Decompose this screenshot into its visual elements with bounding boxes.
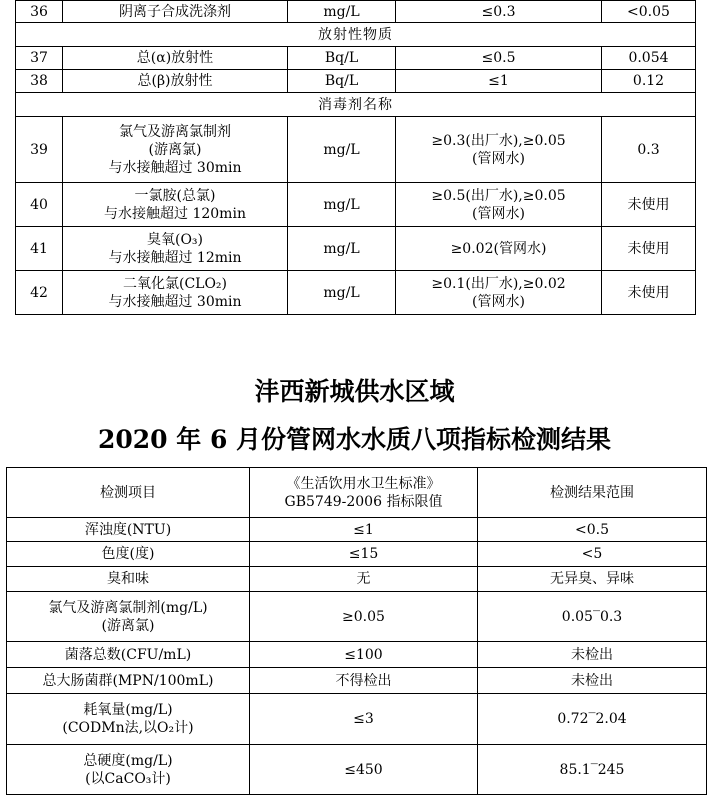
indicator-name [63,1,288,23]
page-title-line2: 2020 年 6 月份管网水水质八项指标检测结果 [97,425,612,454]
cell-text-line: 色度(度) [101,546,155,562]
standard-limit [396,183,602,227]
table-row [16,47,696,70]
standard-limit [396,227,602,271]
test-result: 0.3 [602,117,696,183]
cell-text-line: (管网水) [472,150,525,167]
table-row [16,1,696,23]
indicator-name [63,117,288,183]
standard-limit: ≥0.05 [250,592,478,642]
row-number: 36 [16,1,63,23]
table-row [7,745,707,795]
cell-text-line: 总(α)放射性 [136,50,214,66]
test-result: <5 [478,542,707,567]
cell-text-line: 总(β)放射性 [137,73,213,89]
standard-limit: ≤100 [250,642,478,668]
test-result: 85.1‾245 [478,745,707,795]
unit: mg/L [288,271,396,315]
indicator-name [7,745,250,795]
cell-text-line: 一氯胺(总氯) [134,187,216,204]
table-row [7,542,707,567]
row-number: 39 [16,117,63,183]
indicator-name [7,542,250,567]
unit: mg/L [288,117,396,183]
standard-limit [396,1,602,23]
test-result: 未使用 [602,183,696,227]
cell-text-line: 阴离子合成洗涤剂 [119,3,231,20]
indicator-name [7,567,250,592]
unit: mg/L [288,1,396,23]
table-row [7,592,707,642]
cell-text-line: ≤0.5 [481,50,516,66]
cell-text-line: 总大肠菌群(MPN/100mL) [42,672,214,689]
standard-limit: 不得检出 [250,668,478,694]
cell-text-line: 《生活饮用水卫生标准》 [286,475,441,492]
section-label: 消毒剂名称 [16,93,696,117]
table-row [16,227,696,271]
cell-text-line: 氯气及游离氯制剂(mg/L) [48,599,208,616]
test-result: 未检出 [478,642,707,668]
cell-text-line: ≥0.5(出厂水),≥0.05 [431,187,566,204]
cell-text-line: 耗氧量(mg/L) [83,702,173,718]
standard-limit [396,117,602,183]
test-result: 0.05‾0.3 [478,592,707,642]
indicator-name [7,694,250,745]
standard-limit [396,70,602,93]
test-result: 0.12 [602,70,696,93]
standard-limit: ≤3 [250,694,478,745]
indicator-name [7,592,250,642]
cell-text-line: 与水接触超过 30min [108,293,242,310]
cell-text-line: 总硬度(mg/L) [83,752,173,769]
indicator-name [7,642,250,668]
cell-text-line: 浑浊度(NTU) [84,521,172,538]
test-result: <0.05 [602,1,696,23]
test-result: 未使用 [602,271,696,315]
test-result: <0.5 [478,518,707,542]
row-number: 37 [16,47,63,70]
cell-text-line: ≤1 [488,73,509,89]
page-title-line1: 沣西新城供水区域 [254,377,455,406]
indicator-name [7,518,250,542]
table-row [16,117,696,183]
cell-text-line: (CODMn法,以O₂计) [62,720,194,736]
test-result: 0.054 [602,47,696,70]
unit: mg/L [288,227,396,271]
cell-text-line: 臭和味 [107,571,149,587]
cell-text-line: 二氧化氯(CLO₂) [122,275,228,292]
indicator-name [63,271,288,315]
cell-text-line: 臭氧(O₃) [146,231,203,248]
cell-text-line: GB5749-2006 指标限值 [284,493,443,510]
table-row [16,70,696,93]
header-result: 检测结果范围 [478,468,707,518]
header-item: 检测项目 [7,468,250,518]
table-row [7,642,707,668]
cell-text-line: 菌落总数(CFU/mL) [64,646,192,663]
cell-text-line: ≥0.3(出厂水),≥0.05 [431,132,566,149]
section-label: 放射性物质 [16,23,696,47]
cell-text-line: ≥0.1(出厂水),≥0.02 [431,275,566,292]
row-number: 40 [16,183,63,227]
test-result: 未检出 [478,668,707,694]
unit: Bq/L [288,70,396,93]
water-quality-table-bottom [6,467,707,795]
header-standard [250,468,478,518]
cell-text-line: (管网水) [472,293,525,310]
test-result: 无异臭、异味 [478,567,707,592]
section-row [16,93,696,117]
standard-limit [396,271,602,315]
cell-text-line: (游离氯) [148,141,202,158]
standard-limit: ≤1 [250,518,478,542]
unit: mg/L [288,183,396,227]
section-row [16,23,696,47]
cell-text-line: (管网水) [472,205,525,222]
standard-limit [396,47,602,70]
row-number: 41 [16,227,63,271]
table-row [7,567,707,592]
row-number: 42 [16,271,63,315]
table-row [7,668,707,694]
standard-limit: ≤450 [250,745,478,795]
unit: Bq/L [288,47,396,70]
indicator-name [63,227,288,271]
indicator-name [63,47,288,70]
indicator-name [7,668,250,694]
table-row [7,694,707,745]
standard-limit: ≤15 [250,542,478,567]
cell-text-line: 氯气及游离氯制剂 [119,123,231,140]
cell-text-line: 与水接触超过 30min [108,159,242,176]
cell-text-line: ≤0.3 [481,3,516,20]
cell-text-line: 与水接触超过 12min [108,249,242,266]
row-number: 38 [16,70,63,93]
indicator-name [63,183,288,227]
table-header-row [7,468,707,518]
test-result: 未使用 [602,227,696,271]
standard-limit: 无 [250,567,478,592]
table-row [7,518,707,542]
table-row [16,271,696,315]
indicator-name [63,70,288,93]
cell-text-line: (游离氯) [101,617,155,634]
cell-text-line: (以CaCO₃计) [85,770,171,787]
water-quality-table-top [15,0,696,315]
table-row [16,183,696,227]
cell-text-line: 与水接触超过 120min [104,205,246,222]
test-result: 0.72‾2.04 [478,694,707,745]
cell-text-line: ≥0.02(管网水) [450,240,547,257]
